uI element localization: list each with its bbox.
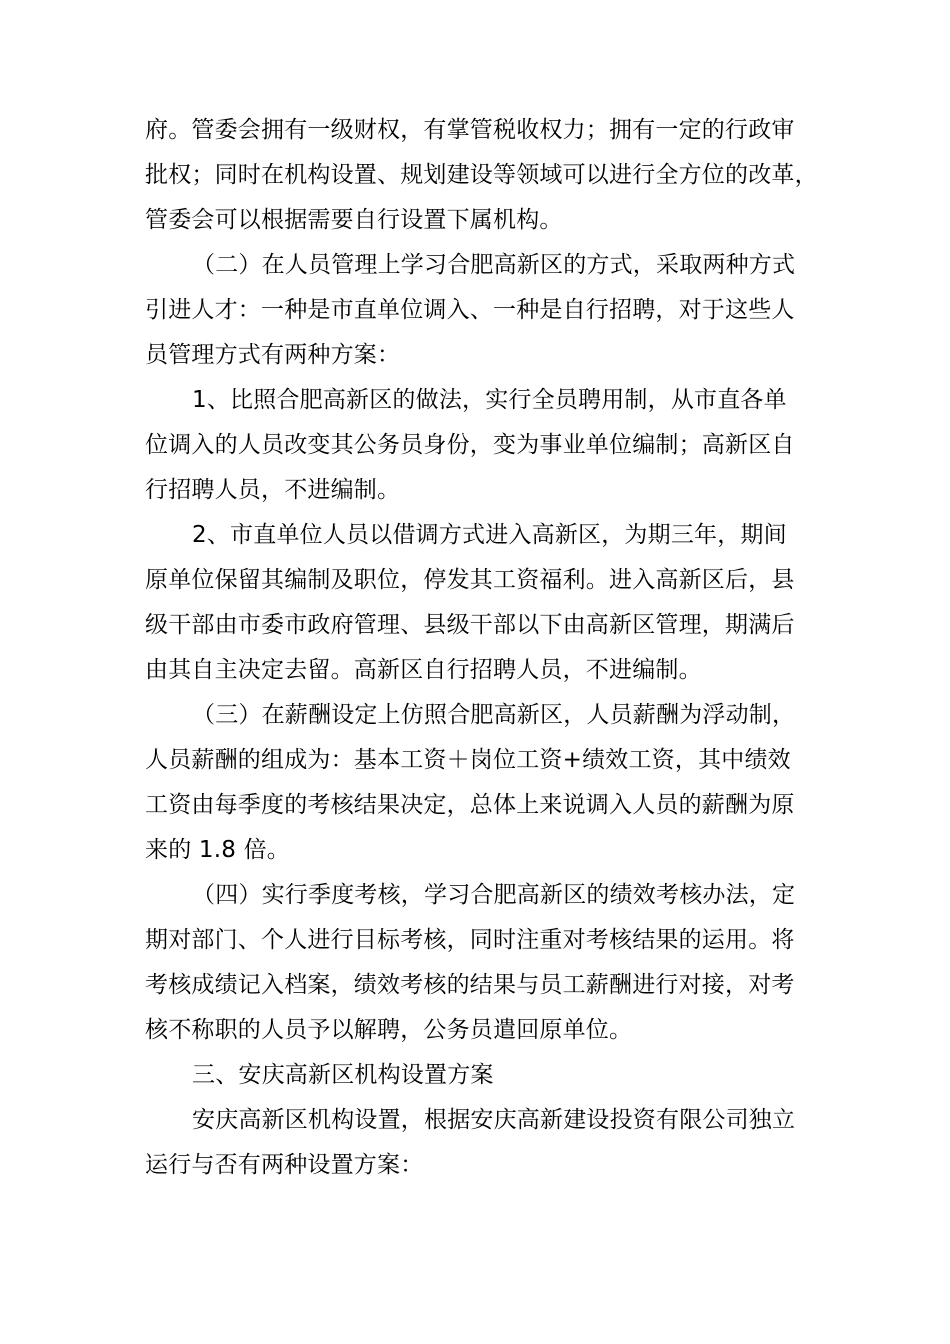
body-line: 级干部由市委市政府管理、县级干部以下由高新区管理，期满后 — [145, 612, 795, 638]
body-line: 核不称职的人员予以解聘，公务员遣回原单位。 — [145, 1017, 633, 1043]
body-line: 引进人才：一种是市直单位调入、一种是自行招聘，对于这些人 — [145, 297, 795, 323]
chapter-3-heading: 三、安庆高新区机构设置方案 — [192, 1062, 494, 1088]
body-line: 期对部门、个人进行目标考核，同时注重对考核结果的运用。将 — [145, 927, 795, 953]
body-line: 行招聘人员，不进编制。 — [145, 477, 401, 503]
paragraph-first-line: 安庆高新区机构设置，根据安庆高新建设投资有限公司独立 — [192, 1107, 796, 1133]
body-line: 由其自主决定去留。高新区自行招聘人员，不进编制。 — [145, 657, 702, 683]
body-line: 位调入的人员改变其公务员身份，变为事业单位编制；高新区自 — [145, 432, 795, 458]
body-line: 原单位保留其编制及职位，停发其工资福利。进入高新区后，县 — [145, 567, 795, 593]
body-line: 工资由每季度的考核结果决定，总体上来说调入人员的薪酬为原 — [145, 792, 795, 818]
body-line: 考核成绩记入档案，绩效考核的结果与员工薪酬进行对接，对考 — [145, 972, 795, 998]
section-4-heading-line: （四）实行季度考核，学习合肥高新区的绩效考核办法，定 — [192, 882, 796, 908]
body-line: 府。管委会拥有一级财权，有掌管税收权力；拥有一定的行政审 — [145, 117, 795, 143]
section-2-heading-line: （二）在人员管理上学习合肥高新区的方式，采取两种方式 — [192, 252, 796, 278]
section-3-heading-line: （三）在薪酬设定上仿照合肥高新区，人员薪酬为浮动制， — [192, 702, 796, 728]
body-line: 人员薪酬的组成为：基本工资＋岗位工资+绩效工资，其中绩效 — [145, 747, 791, 773]
document-body — [145, 108, 818, 1188]
body-line: 管委会可以根据需要自行设置下属机构。 — [145, 207, 563, 233]
body-line: 来的 1.8 倍。 — [145, 837, 290, 863]
item-2-line: 2、市直单位人员以借调方式进入高新区，为期三年，期间 — [192, 522, 787, 548]
body-line: 员管理方式有两种方案： — [145, 342, 401, 368]
body-line: 运行与否有两种设置方案： — [145, 1152, 424, 1178]
item-1-line: 1、比照合肥高新区的做法，实行全员聘用制，从市直各单 — [192, 387, 787, 413]
body-line: 批权；同时在机构设置、规划建设等领域可以进行全方位的改革， — [145, 162, 818, 188]
